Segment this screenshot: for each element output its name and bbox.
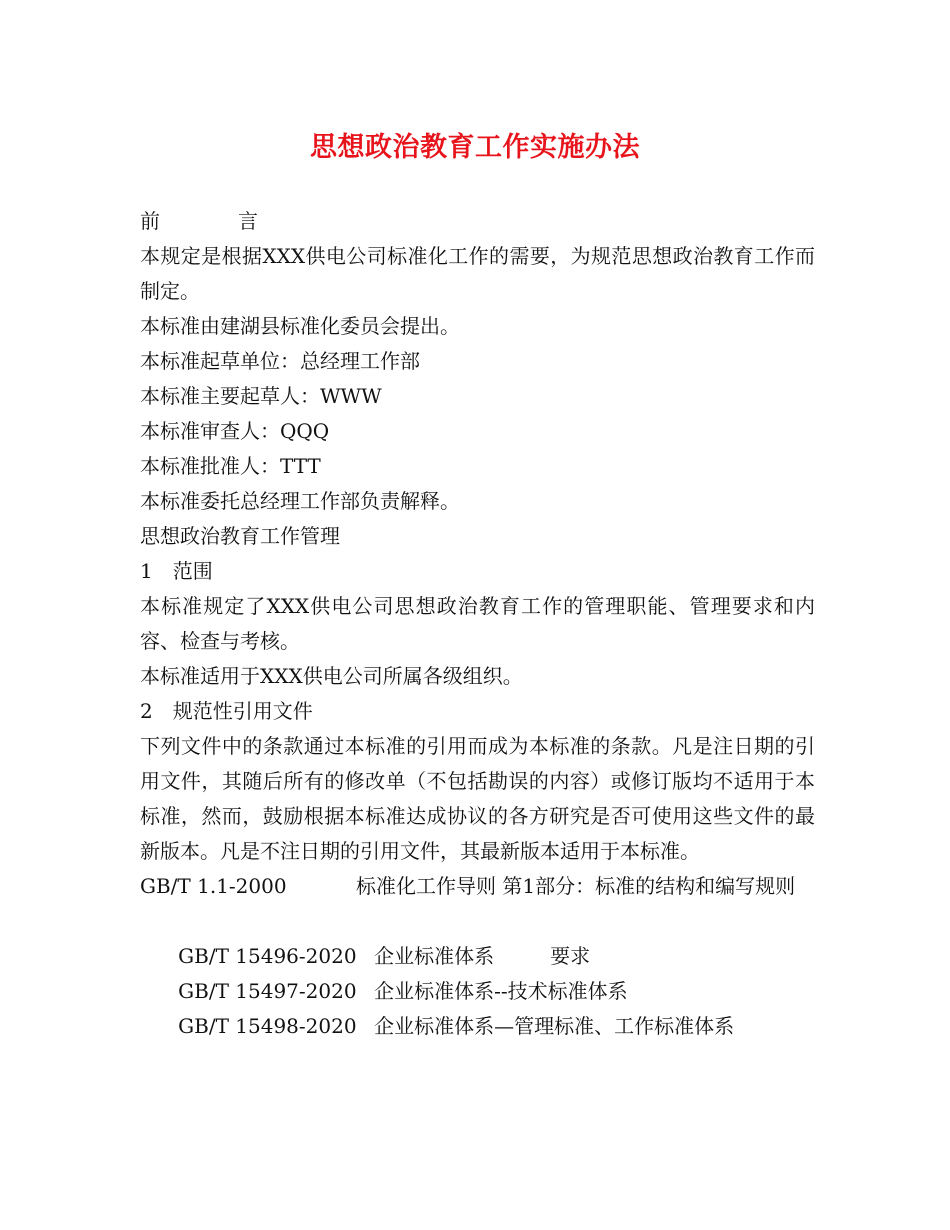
reference-title: 企业标准体系—管理标准、工作标准体系: [374, 1014, 735, 1038]
reference-code: GB/T 1.1-2000: [140, 874, 287, 898]
section-main-heading: 思想政治教育工作管理: [140, 524, 340, 548]
intro-line-proposer: 本标准由建湖县标准化委员会提出。: [140, 314, 460, 338]
section-1-paragraph-1: 本标准规定了XXX供电公司思想政治教育工作的管理职能、管理要求和内容、检查与考核。: [140, 594, 815, 653]
reference-item-1: [140, 869, 815, 904]
reference-code: GB/T 15498-2020: [178, 1014, 357, 1038]
section-1-paragraph-2: 本标准适用于XXX供电公司所属各级组织。: [140, 664, 523, 688]
preface-heading: [140, 204, 815, 239]
reference-item-2: [140, 904, 815, 968]
intro-line-drafting-unit: 本标准起草单位：总经理工作部: [140, 349, 420, 373]
preface-char-2: 言: [238, 209, 258, 233]
intro-line-drafter: 本标准主要起草人：WWW: [140, 384, 382, 408]
reference-code: GB/T 15496-2020: [178, 944, 357, 968]
document-title: 思想政治教育工作实施办法: [310, 132, 640, 163]
intro-paragraph-purpose: 本规定是根据XXX供电公司标准化工作的需要，为规范思想政治教育工作而制定。: [140, 244, 815, 303]
intro-line-interpretation: 本标准委托总经理工作部负责解释。: [140, 489, 460, 513]
intro-line-approver: 本标准批准人：TTT: [140, 454, 321, 478]
reference-title: 标准化工作导则 第1部分：标准的结构和编写规则: [356, 874, 796, 898]
document-body: [140, 204, 815, 1038]
reference-code: GB/T 15497-2020: [178, 979, 357, 1003]
preface-char-1: 前: [140, 209, 160, 233]
reference-title: 企业标准体系--技术标准体系: [374, 979, 628, 1003]
section-2-paragraph: 下列文件中的条款通过本标准的引用而成为本标准的条款。凡是注日期的引用文件，其随后所有的修改单（不包括勘误的内容）或修订版均不适用于本标准，然而，鼓励根据本标准达成协议的各方研究是否可使用这些文件的最新版本。凡是不注日期的引用文件，其最新版本适用于本标准。: [140, 734, 815, 863]
section-2-heading: 2 规范性引用文件: [140, 699, 313, 723]
reference-title: 企业标准体系: [374, 944, 495, 968]
section-1-heading: 1 范围: [140, 559, 213, 583]
intro-line-reviewer: 本标准审查人：QQQ: [140, 419, 330, 443]
reference-title-extra: 要求: [550, 944, 591, 968]
